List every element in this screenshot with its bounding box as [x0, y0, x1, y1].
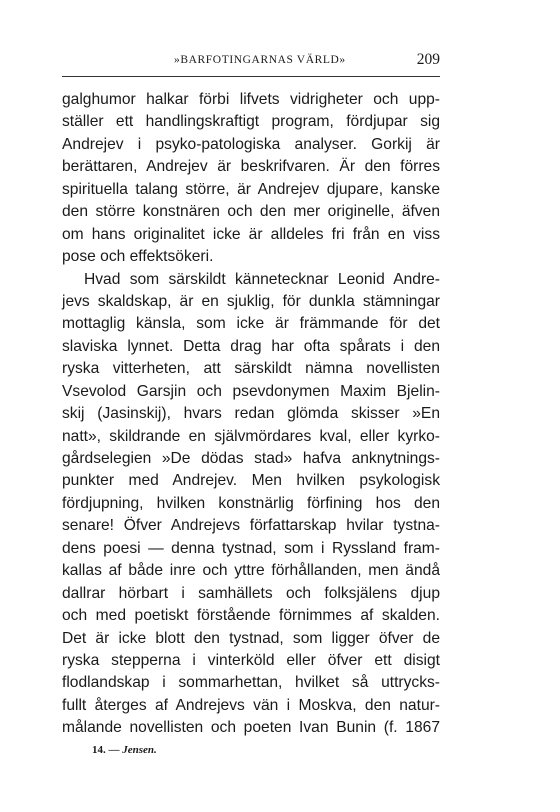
- text-line: jevs skaldskap, är en sjuklig, för dunkla stämningar: [62, 292, 440, 310]
- text-line: pose och effektsökeri.: [62, 248, 214, 266]
- text-line: Andrejev i psyko-patologiska analyser. Gorkij är: [62, 135, 440, 153]
- text-line: spirituella talang större, är Andrejev djupare, kanske: [62, 180, 440, 198]
- text-line: Hvad som särskildt kännetecknar Leonid Andre-: [84, 270, 440, 288]
- signature-number: 14.: [92, 744, 106, 756]
- text-line: om hans originalitet icke är alldeles fri från en viss: [62, 225, 440, 243]
- text-line: ryska stepperna i vinterköld eller öfver ett disigt: [62, 651, 440, 669]
- text-line: fördjupning, hvilken konstnärlig förfining hos den: [62, 494, 440, 512]
- page-number: 209: [416, 51, 440, 68]
- text-line: punkter med Andrejev. Men hvilken psykologisk: [62, 472, 440, 490]
- text-line: fullt återges af Andrejevs vän i Moskva, den natur-: [62, 696, 440, 714]
- text-line: kallas af både inre och yttre förhållanden, men ändå: [62, 562, 440, 580]
- header-rule: [62, 76, 440, 77]
- text-line: dens poesi — denna tystnad, som i Ryssland fram-: [62, 539, 440, 557]
- body-text: [62, 89, 440, 740]
- running-head: »BARFOTINGARNAS VÄRLD»: [174, 54, 346, 66]
- text-line: natt», skildrande en självmördares kval, eller kyrko-: [62, 427, 440, 445]
- text-line: galghumor halkar förbi lifvets vidrigheter och upp-: [62, 91, 440, 108]
- text-line: och med poetiskt förstående förnimmes af skalden.: [62, 607, 440, 625]
- text-line: skij (Jasinskij), hvars redan glömda skisser »En: [62, 405, 440, 423]
- printer-signature: [92, 744, 157, 756]
- text-line: flodlandskap i sommarhettan, hvilket så uttrycks-: [62, 674, 440, 692]
- text-line: målande novellisten och poeten Ivan Bunin (f. 1867: [62, 719, 440, 737]
- text-line: slaviska lynnet. Detta drag har ofta spårats i den: [62, 337, 440, 355]
- text-line: den större konstnären och den mer originelle, äfven: [62, 203, 440, 221]
- text-line: Vsevolod Garsjin och psevdonymen Maxim Bjelin-: [62, 382, 440, 400]
- text-line: senare! Öfver Andrejevs författarskap hvilar tystna-: [62, 517, 440, 535]
- text-line: gårdselegien »De dödas stad» hafva anknytnings-: [62, 450, 440, 467]
- signature-dash: —: [108, 744, 120, 756]
- text-line: mottaglig känsla, som icke är främmande för det: [62, 315, 440, 333]
- signature-name: Jensen.: [122, 744, 157, 756]
- page-header: [62, 51, 440, 73]
- text-line: ställer ett handlingskraftigt program, fördjupar sig: [62, 113, 440, 131]
- text-line: ryska vitterheten, att särskildt nämna novellisten: [62, 360, 440, 378]
- text-line: dallrar hörbart i samhällets och folksjälens djup: [62, 584, 440, 602]
- text-line: berättaren, Andrejev är beskrifvaren. Är den förres: [62, 158, 440, 176]
- text-line: Det är icke blott den tystnad, som ligger öfver de: [62, 629, 440, 647]
